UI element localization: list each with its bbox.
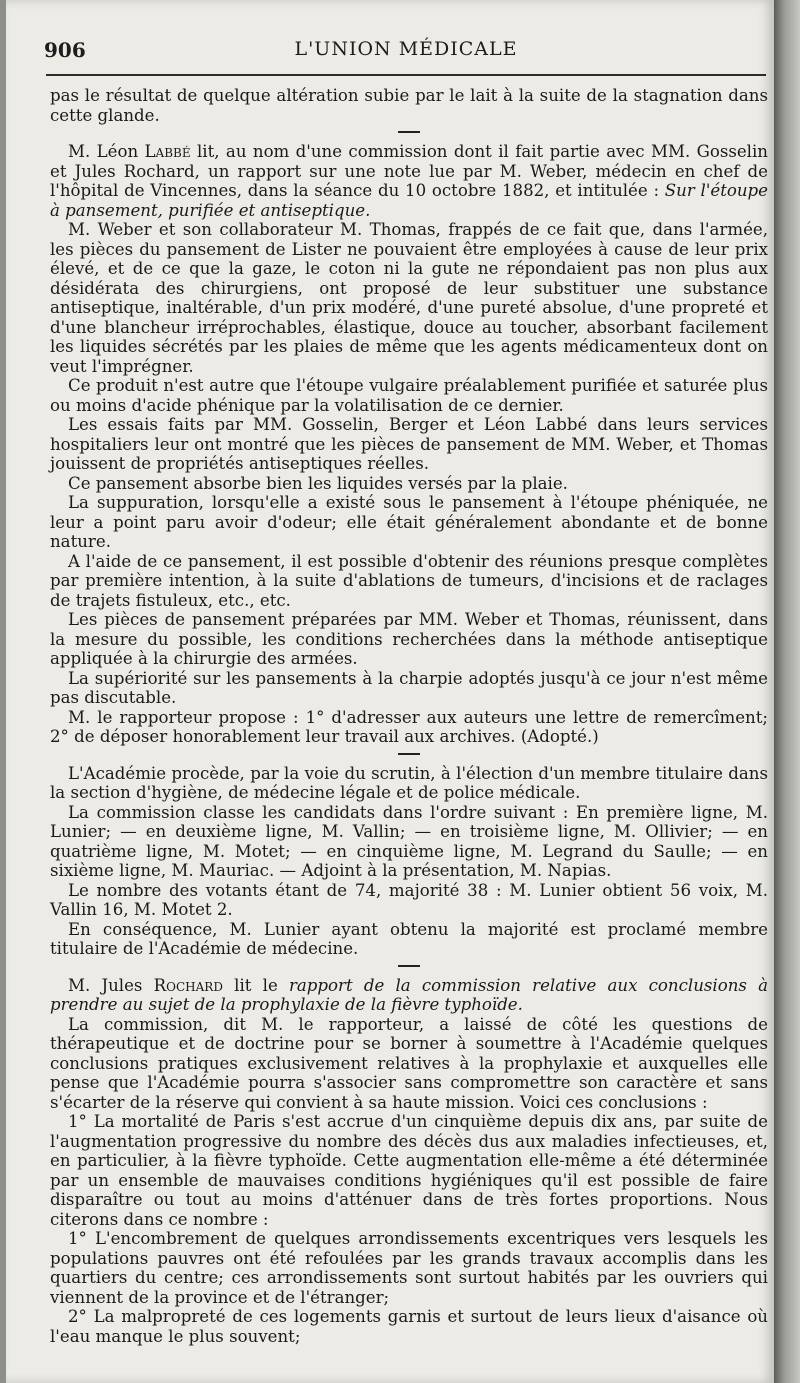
article-body [50, 86, 768, 1346]
paragraph: M. le rapporteur propose : 1° d'adresser aux auteurs une lettre de remercîment; 2° de déposer honorablement leur travail aux archives. (Adopté.) [50, 707, 768, 746]
paragraph-carryover: pas le résultat de quelque altération subie par le lait à la suite de la stagnation dans cette glande. [50, 86, 768, 125]
paragraph: A l'aide de ce pansement, il est possible d'obtenir des réunions presque complètes par première intention, à la suite d'ablations de tumeurs, d'incisions et de raclages de trajets fistuleux, etc., etc. [50, 551, 768, 610]
paragraph: La commission classe les candidats dans l'ordre suivant : En première ligne, M. Lunier; — en deuxième ligne, M. Vallin; — en troisième ligne, M. Ollivier; — en quatrième ligne, M. Motet; — en cinquième ligne, M. Legrand du Saulle; — en sixième ligne, M. Mauriac. — Adjoint à la présentation, M. Napias. [50, 802, 768, 880]
paragraph: 2° La malpropreté de ces logements garnis et surtout de leurs lieux d'aisance où l'eau manque le plus souvent; [50, 1307, 768, 1346]
paragraph: La suppuration, lorsqu'elle a existé sous le pansement à l'étoupe phéniquée, ne leur a point paru avoir d'odeur; elle était généralement abondante et de bonne nature. [50, 493, 768, 551]
journal-page [6, 0, 774, 1383]
page-number: 906 [44, 38, 86, 62]
paragraph: La supériorité sur les pansements à la charpie adoptés jusqu'à ce jour n'est même pas discutable. [50, 668, 768, 707]
speaker-prefix: M. Léon [68, 142, 145, 161]
paragraph: 1° L'encombrement de quelques arrondissements excentriques vers lesquels les populations pauvres ont été refoulées par les grands travaux accomplis dans les quartiers du centre; ces arrondissements sont surtout habités par les ouvriers qui viennent de la province et de l'étranger; [50, 1229, 768, 1307]
paragraph: La commission, dit M. le rapporteur, a laissé de côté les questions de thérapeutique et de doctrine pour se borner à soumettre à l'Académie quelques conclusions pratiques exclusivement relatives à la prophylaxie et auxquelles elle pense que l'Académie pourra s'associer sans compromettre son caractère et sans s'écarter de la réserve qui convient à sa haute mission. Voici ces conclusions : [50, 1014, 768, 1112]
section-separator [398, 965, 420, 967]
paragraph-rochard-report [50, 976, 768, 1015]
report-title: rapport de la commission relative aux conclusions à prendre au sujet de la prophylaxie de la fièvre typhoïde. [50, 975, 769, 1014]
speaker-name: Rochard [153, 975, 223, 995]
speaker-name: Labbé [144, 142, 191, 161]
paragraph: 1° La mortalité de Paris s'est accrue d'un cinquième depuis dix ans, par suite de l'augmentation progressive du nombre des décès dus aux maladies infectieuses, et, en particulier, à la fièvre typhoïde. Cette augmentation elle-même a été déterminée par un ensemble de mauvaises conditions hygiéniques qu'il est possible de faire disparaître ou tout au moins d'atténuer dans de très fortes proportions. Nous citerons dans ce nombre : [50, 1112, 768, 1229]
paragraph: L'Académie procède, par la voie du scrutin, à l'élection d'un membre titulaire dans la section d'hygiène, de médecine légale et de police médicale. [50, 763, 768, 802]
report-title: Sur l'étoupe à pansement, purifiée et antiseptique. [50, 181, 768, 220]
running-title: L'UNION MÉDICALE [294, 38, 518, 60]
paragraph: M. Weber et son collaborateur M. Thomas, frappés de ce fait que, dans l'armée, les pièces du pansement de Lister ne pouvaient être employées à cause de leur prix élevé, et de ce que la gaze, le coton ni la gute ne répondaient pas non plus aux désidérata des chirurgiens, ont proposé de leur substituer une substance antiseptique, inaltérable, d'un prix modéré, d'une pureté absolue, d'une propreté et d'une blancheur irréprochables, élastique, douce au toucher, absorbant facilement les liquides sécrétés par les plaies de même que les agents médicamenteux dont on veut l'imprégner. [50, 220, 768, 376]
paragraph-text: lit le [222, 975, 289, 995]
page-header [44, 38, 768, 68]
paragraph-text: lit, au nom d'une commission dont il fait partie avec MM. Gosselin et Jules Rochard, un rapport sur une note lue par M. Weber, médecin en chef de l'hôpital de Vincennes, dans la séance du 10 octobre 1882, et intitulée : [50, 142, 768, 200]
paragraph: Le nombre des votants étant de 74, majorité 38 : M. Lunier obtient 56 voix, M. Vallin 16, M. Motet 2. [50, 880, 768, 919]
paragraph: Les pièces de pansement préparées par MM. Weber et Thomas, réunissent, dans la mesure du possible, les conditions recherchées dans la méthode antiseptique appliquée à la chirurgie des armées. [50, 610, 768, 668]
paragraph-labbe-report [50, 142, 768, 220]
speaker-prefix: M. Jules [68, 975, 154, 995]
paragraph: Ce pansement absorbe bien les liquides versés par la plaie. [68, 473, 568, 493]
header-rule [46, 74, 766, 76]
book-page-edge [774, 0, 800, 1383]
section-separator [398, 753, 420, 755]
paragraph: En conséquence, M. Lunier ayant obtenu la majorité est proclamé membre titulaire de l'Académie de médecine. [50, 919, 768, 958]
section-separator [398, 131, 420, 133]
paragraph: Les essais faits par MM. Gosselin, Berger et Léon Labbé dans leurs services hospitaliers leur ont montré que les pièces de pansement de MM. Weber, et Thomas jouissent de propriétés antiseptiques réelles. [50, 415, 768, 473]
paragraph: Ce produit n'est autre que l'étoupe vulgaire préalablement purifiée et saturée plus ou moins d'acide phénique par la volatilisation de ce dernier. [50, 376, 768, 415]
